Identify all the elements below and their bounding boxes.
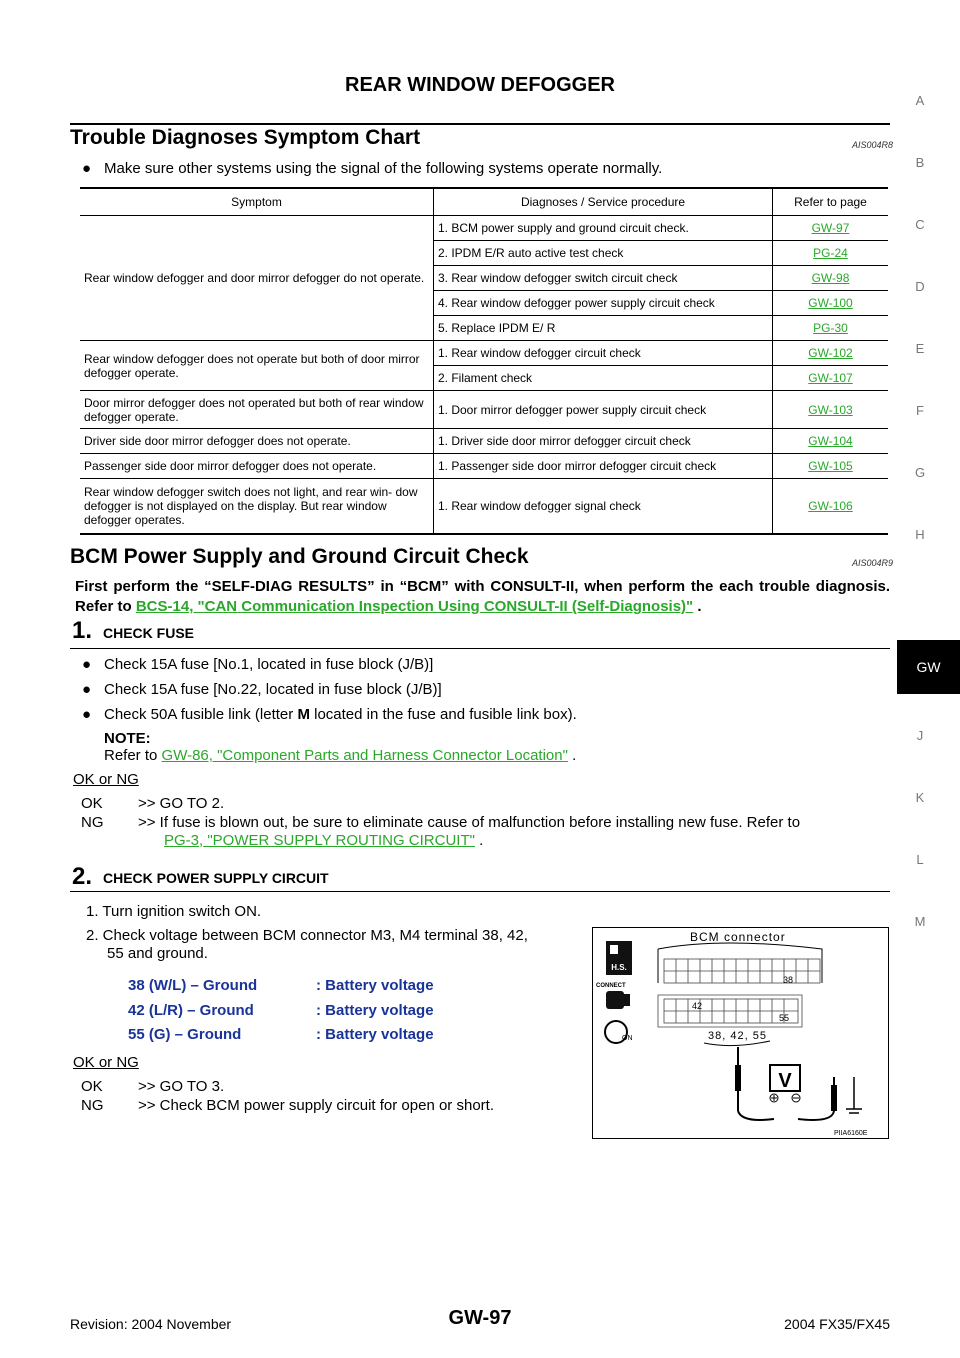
procedure-cell: 5. Replace IPDM E/ R bbox=[434, 316, 773, 341]
section-code: AIS004R9 bbox=[852, 558, 894, 568]
procedure-cell: 1. Rear window defogger circuit check bbox=[434, 341, 773, 366]
bullet-item: ● Make sure other systems using the signal of the following systems operate normally. bbox=[82, 160, 663, 177]
bullet-icon: ● bbox=[82, 160, 92, 177]
side-index-d[interactable]: D bbox=[915, 279, 925, 294]
symptom-cell: Rear window defogger and door mirror defogger do not operate. bbox=[80, 216, 434, 341]
symptom-cell: Door mirror defogger does not operated but both of rear window defogger operate. bbox=[80, 391, 434, 429]
svg-text:V: V bbox=[778, 1070, 792, 1092]
ref-link[interactable]: GW-104 bbox=[808, 434, 853, 448]
ref-link[interactable]: GW-103 bbox=[808, 402, 853, 417]
note-text: Refer to GW-86, "Component Parts and Harness Connector Location" . bbox=[104, 747, 577, 764]
side-index-j[interactable]: J bbox=[916, 728, 924, 743]
terminal-label: 38, 42, 55 bbox=[708, 1030, 767, 1042]
page-title: REAR WINDOW DEFOGGER bbox=[345, 74, 615, 96]
voltage-terminal: 55 (G) – Ground bbox=[128, 1026, 242, 1043]
probe-tip bbox=[735, 1065, 741, 1091]
step-instruction: 2. Check voltage between BCM connector M3, M4 terminal 38, 42, bbox=[86, 927, 528, 944]
step-number: 1. bbox=[72, 617, 93, 644]
header-refer: Refer to page bbox=[773, 188, 889, 216]
ng-ref: PG-3, "POWER SUPPLY ROUTING CIRCUIT" . bbox=[164, 832, 484, 849]
ref-link[interactable]: PG-24 bbox=[813, 246, 848, 260]
section-title-symptom-chart: Trouble Diagnoses Symptom Chart bbox=[70, 126, 421, 149]
step-title: CHECK FUSE bbox=[103, 625, 195, 641]
side-index-h[interactable]: H bbox=[915, 527, 925, 542]
note-link[interactable]: GW-86, "Component Parts and Harness Connector Location" bbox=[161, 747, 568, 764]
step-number: 2. bbox=[72, 863, 93, 890]
voltage-terminal: 42 (L/R) – Ground bbox=[128, 1002, 254, 1019]
table-header-row bbox=[80, 188, 888, 216]
side-index-m[interactable]: M bbox=[914, 914, 926, 929]
ng-text: >> If fuse is blown out, be sure to eliminate cause of malfunction before installing new fuse. Refer to bbox=[138, 814, 801, 831]
ok-label: OK bbox=[81, 1078, 103, 1095]
bullet-item: ● Check 15A fuse [No.1, located in fuse block (J/B)] bbox=[82, 656, 434, 673]
header-procedure: Diagnoses / Service procedure bbox=[434, 188, 773, 216]
footer-revision: Revision: 2004 November bbox=[70, 1316, 232, 1332]
probe-tip bbox=[831, 1085, 837, 1111]
side-index-c[interactable]: C bbox=[915, 217, 925, 232]
procedure-cell: 4. Rear window defogger power supply circuit check bbox=[434, 291, 773, 316]
step-rule bbox=[70, 891, 890, 892]
step-title: CHECK POWER SUPPLY CIRCUIT bbox=[103, 870, 329, 886]
ref-link[interactable]: GW-102 bbox=[808, 346, 853, 360]
procedure-cell: 2. Filament check bbox=[434, 366, 773, 391]
table-row bbox=[80, 341, 888, 366]
table-row bbox=[80, 454, 888, 479]
side-index-k[interactable]: K bbox=[915, 790, 925, 805]
bullet-icon: ● bbox=[82, 681, 92, 698]
voltage-terminal: 38 (W/L) – Ground bbox=[128, 977, 258, 994]
pin-label: 55 bbox=[779, 1013, 790, 1023]
intro-paragraph: First perform the “SELF-DIAG RESULTS” in “BCM” with CONSULT-II, when perform the each trouble diagnosis. Refer to BCS-14, "CAN Communication Inspection Using CONSULT-II (Self-Diagnosis)" . bbox=[75, 578, 890, 615]
svg-text:CONNECT: CONNECT bbox=[596, 983, 626, 989]
ng-text: >> Check BCM power supply circuit for open or short. bbox=[138, 1097, 494, 1114]
harness-side-icon bbox=[606, 941, 632, 975]
note-label: NOTE: bbox=[104, 730, 151, 747]
section-code: AIS004R8 bbox=[852, 140, 894, 150]
step-instruction: 1. Turn ignition switch ON. bbox=[86, 903, 262, 920]
ok-or-ng-label: OK or NG bbox=[73, 1054, 139, 1071]
ng-link[interactable]: PG-3, "POWER SUPPLY ROUTING CIRCUIT" bbox=[164, 832, 475, 849]
header-symptom: Symptom bbox=[80, 188, 434, 216]
bcm-connector-diagram bbox=[592, 927, 889, 1139]
side-index-gw-active[interactable]: GW bbox=[897, 640, 960, 694]
ref-link[interactable]: GW-106 bbox=[808, 498, 853, 513]
footer-page-number: GW-97 bbox=[448, 1307, 512, 1329]
figure-code: PIIA6160E bbox=[834, 1130, 868, 1137]
symptom-cell: Passenger side door mirror defogger does not operate. bbox=[80, 454, 434, 479]
side-index-f[interactable]: F bbox=[916, 403, 924, 418]
step-rule bbox=[70, 648, 890, 649]
table-row bbox=[80, 479, 888, 534]
side-index-g[interactable]: G bbox=[914, 465, 926, 480]
svg-text:ON: ON bbox=[622, 1035, 633, 1042]
svg-text:H.S.: H.S. bbox=[611, 963, 627, 972]
ref-link[interactable]: GW-100 bbox=[808, 296, 853, 310]
side-index-l[interactable]: L bbox=[916, 852, 924, 867]
procedure-cell: 1. Driver side door mirror defogger circuit check bbox=[434, 429, 773, 454]
voltage-value: : Battery voltage bbox=[316, 1002, 434, 1019]
procedure-cell: 3. Rear window defogger switch circuit check bbox=[434, 266, 773, 291]
procedure-cell: 1. Rear window defogger signal check bbox=[434, 479, 773, 534]
table-row bbox=[80, 391, 888, 429]
bullet-item: ● Check 15A fuse [No.22, located in fuse block (J/B)] bbox=[82, 681, 442, 698]
symptom-cell: Rear window defogger does not operate but both of door mirror defogger operate. bbox=[80, 341, 434, 391]
ref-link[interactable]: GW-98 bbox=[811, 271, 850, 285]
symptom-cell: Rear window defogger switch does not light, and rear win- dow defogger is not displayed on the display. But rear window defogger operates. bbox=[80, 479, 434, 534]
header-rule bbox=[70, 123, 890, 125]
intro-link[interactable]: BCS-14, "CAN Communication Inspection Using CONSULT-II (Self-Diagnosis)" bbox=[135, 598, 694, 615]
ok-or-ng-label: OK or NG bbox=[73, 771, 139, 788]
side-index-e[interactable]: E bbox=[915, 341, 925, 356]
procedure-cell: 1. Passenger side door mirror defogger circuit check bbox=[434, 454, 773, 479]
table-row bbox=[80, 216, 888, 241]
ng-label: NG bbox=[81, 1097, 104, 1114]
voltage-value: : Battery voltage bbox=[316, 977, 434, 994]
side-index-a[interactable]: A bbox=[915, 93, 925, 108]
ng-label: NG bbox=[81, 814, 104, 831]
pin-label: 42 bbox=[692, 1001, 703, 1011]
ok-label: OK bbox=[81, 795, 103, 812]
ref-link[interactable]: GW-107 bbox=[808, 371, 853, 385]
side-index-b[interactable]: B bbox=[915, 155, 925, 170]
voltage-value: : Battery voltage bbox=[316, 1026, 434, 1043]
bullet-item: ● Check 50A fusible link (letter M located in the fuse and fusible link box). bbox=[82, 706, 577, 723]
symptom-cell: Driver side door mirror defogger does not operate. bbox=[80, 429, 434, 454]
symptom-table bbox=[80, 187, 888, 535]
ref-link[interactable]: GW-105 bbox=[808, 459, 853, 473]
pin-label: 38 bbox=[783, 975, 794, 985]
table-row bbox=[80, 429, 888, 454]
bullet-icon: ● bbox=[82, 706, 92, 723]
ok-text: >> GO TO 3. bbox=[138, 1078, 225, 1095]
procedure-cell: 1. Door mirror defogger power supply circuit check bbox=[434, 391, 773, 429]
diagram-title: BCM connector bbox=[690, 930, 786, 944]
step-instruction-cont: 55 and ground. bbox=[107, 945, 208, 962]
footer-model: 2004 FX35/FX45 bbox=[784, 1316, 890, 1332]
procedure-cell: 2. IPDM E/R auto active test check bbox=[434, 241, 773, 266]
ok-text: >> GO TO 2. bbox=[138, 795, 225, 812]
ref-link[interactable]: PG-30 bbox=[813, 321, 848, 335]
procedure-cell: 1. BCM power supply and ground circuit check. bbox=[434, 216, 773, 241]
ref-link[interactable]: GW-97 bbox=[811, 221, 850, 235]
section-title-bcm-check: BCM Power Supply and Ground Circuit Check bbox=[70, 545, 529, 568]
bullet-icon: ● bbox=[82, 656, 92, 673]
